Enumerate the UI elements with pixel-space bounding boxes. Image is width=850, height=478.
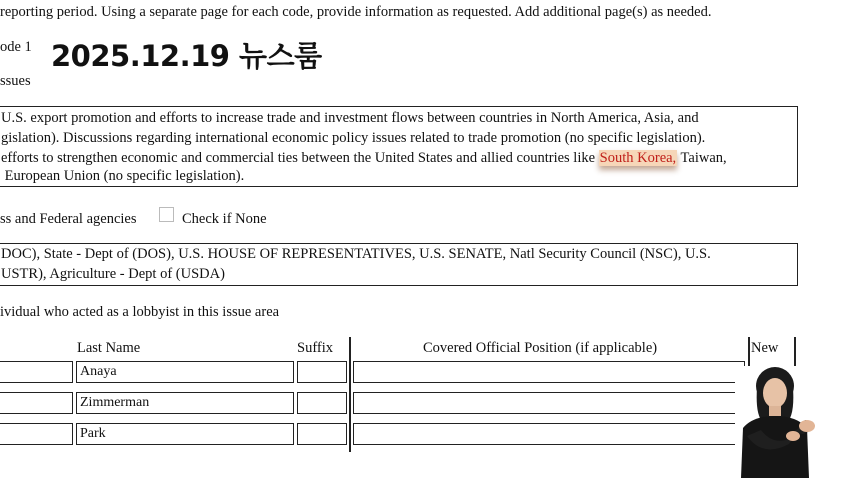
agencies-line-2: USTR), Agriculture - Dept of (USDA) bbox=[1, 266, 225, 282]
last-name-field[interactable]: Park bbox=[76, 423, 294, 445]
last-name-field[interactable]: Zimmerman bbox=[76, 392, 294, 414]
instructions-text: reporting period. Using a separate page for each code, provide information as requested. Add additional page(s) as needed. bbox=[0, 4, 712, 20]
suffix-field[interactable] bbox=[297, 423, 347, 445]
first-name-field[interactable] bbox=[0, 392, 73, 414]
check-if-none-label: Check if None bbox=[182, 211, 267, 227]
first-name-field[interactable] bbox=[0, 423, 73, 445]
position-field[interactable] bbox=[353, 361, 745, 383]
issues-line-3 bbox=[1, 148, 727, 168]
agencies-line-1: DOC), State - Dept of (DOS), U.S. HOUSE OF REPRESENTATIVES, U.S. SENATE, Natl Security Council (NSC), U.S. bbox=[1, 246, 711, 262]
sign-language-interpreter bbox=[735, 366, 850, 478]
broadcast-title: 2025.12.19 뉴스룸 bbox=[51, 39, 322, 73]
col-header-last-name: Last Name bbox=[77, 340, 141, 356]
last-name-field[interactable]: Anaya bbox=[76, 361, 294, 383]
position-field[interactable] bbox=[353, 423, 745, 445]
issues-line-4: European Union (no specific legislation). bbox=[1, 168, 245, 184]
code-label: ode 1 bbox=[0, 39, 32, 55]
lobbyist-label: ividual who acted as a lobbyist in this issue area bbox=[0, 304, 280, 320]
col-header-new: New bbox=[751, 340, 779, 356]
suffix-field[interactable] bbox=[297, 361, 347, 383]
col-header-suffix: Suffix bbox=[297, 340, 333, 356]
issues-line-3-end: Taiwan, bbox=[677, 150, 727, 166]
interpreter-figure-icon bbox=[735, 366, 850, 478]
suffix-field[interactable] bbox=[297, 392, 347, 414]
position-field[interactable] bbox=[353, 392, 745, 414]
agencies-label: ss and Federal agencies bbox=[0, 211, 137, 227]
table-divider bbox=[349, 337, 351, 452]
first-name-field[interactable] bbox=[0, 361, 73, 383]
issues-line-3-start: efforts to strengthen economic and commercial ties between the United States and allied countries like bbox=[1, 150, 599, 166]
issues-line-2: gislation). Discussions regarding international economic policy issues related to trade promotion (no specific legislation). bbox=[1, 130, 706, 146]
issues-label: ssues bbox=[0, 73, 31, 89]
col-header-position: Covered Official Position (if applicable) bbox=[423, 340, 658, 356]
issues-line-1: U.S. export promotion and efforts to increase trade and investment flows between countries in North America, Asia, and bbox=[1, 110, 699, 126]
highlighted-country: South Korea, bbox=[599, 150, 677, 166]
check-if-none-checkbox[interactable] bbox=[159, 207, 174, 222]
